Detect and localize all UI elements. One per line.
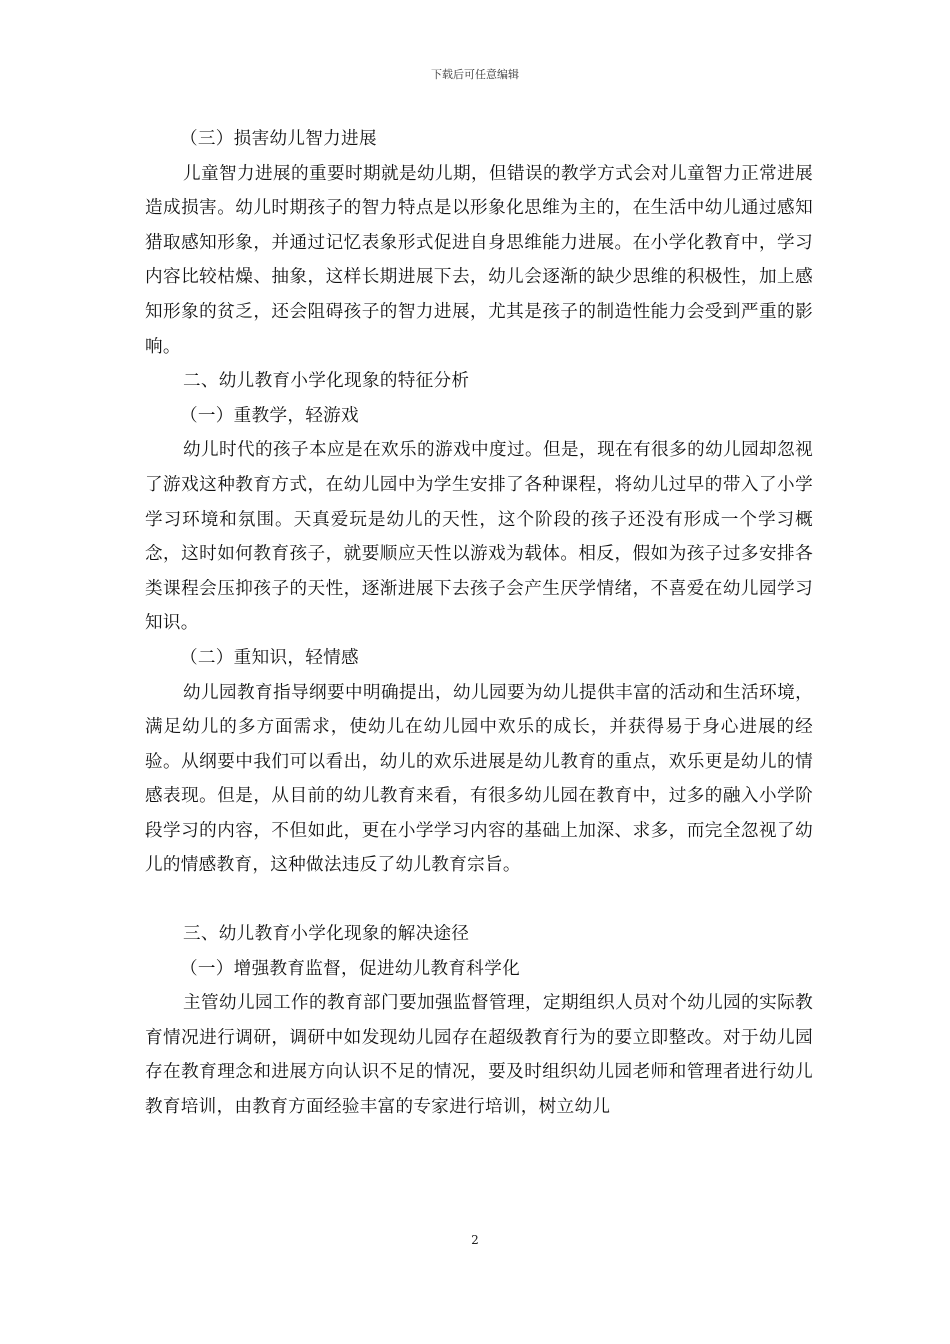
body-paragraph: 幼儿园教育指导纲要中明确提出，幼儿园要为幼儿提供丰富的活动和生活环境，满足幼儿的多方面需求，使幼儿在幼儿园中欢乐的成长，并获得易于身心进展的经验。从纲要中我们可以看出，幼儿的欢乐进展是幼儿教育的重点，欢乐更是幼儿的情感表现。但是，从目前的幼儿教育来看，有很多幼儿园在教育中，过多的融入小学阶段学习的内容，不但如此，更在小学学习内容的基础上加深、求多，而完全忽视了幼儿的情感教育，这种做法违反了幼儿教育宗旨。 [145,682,813,876]
section-heading-1: （一）重教学，轻游戏 [180,405,359,426]
page-header: 下载后可任意编辑 [431,68,519,81]
page-number: 2 [471,1233,479,1247]
body-paragraph: 主管幼儿园工作的教育部门要加强监督管理，定期组织人员对个幼儿园的实际教育情况进行调研，调研中如发现幼儿园存在超级教育行为的要立即整改。对于幼儿园存在教育理念和进展方向认识不足的情况，要及时组织幼儿园老师和管理者进行幼儿教育培训，由教育方面经验丰富的专家进行培训，树立幼儿 [145,993,813,1118]
section-heading-1: （一）增强教育监督，促进幼儿教育科学化 [180,958,520,979]
section-heading-2: （二）重知识，轻情感 [180,647,359,668]
chapter-heading-3: 三、幼儿教育小学化现象的解决途径 [183,924,470,945]
body-paragraph: 幼儿时代的孩子本应是在欢乐的游戏中度过。但是，现在有很多的幼儿园却忽视了游戏这种教育方式，在幼儿园中为学生安排了各种课程，将幼儿过早的带入了小学学习环境和氛围。天真爱玩是幼儿的天性，这个阶段的孩子还没有形成一个学习概念，这时如何教育孩子，就要顺应天性以游戏为载体。相反，假如为孩子过多安排各类课程会压抑孩子的天性，逐渐进展下去孩子会产生厌学情绪，不喜爱在幼儿园学习知识。 [145,440,813,634]
document-body [145,122,813,1125]
chapter-heading-2: 二、幼儿教育小学化现象的特征分析 [183,371,470,392]
section-heading-3: （三）损害幼儿智力进展 [180,129,377,149]
paragraph-spacer [145,883,813,917]
body-paragraph: 儿童智力进展的重要时期就是幼儿期，但错误的教学方式会对儿童智力正常进展造成损害。幼儿时期孩子的智力特点是以形象化思维为主的，在生活中幼儿通过感知猎取感知形象，并通过记忆表象形式促进自身思维能力进展。在小学化教育中，学习内容比较枯燥、抽象，这样长期进展下去，幼儿会逐渐的缺少思维的积极性，加上感知形象的贫乏，还会阻碍孩子的智力进展，尤其是孩子的制造性能力会受到严重的影响。 [145,163,813,357]
